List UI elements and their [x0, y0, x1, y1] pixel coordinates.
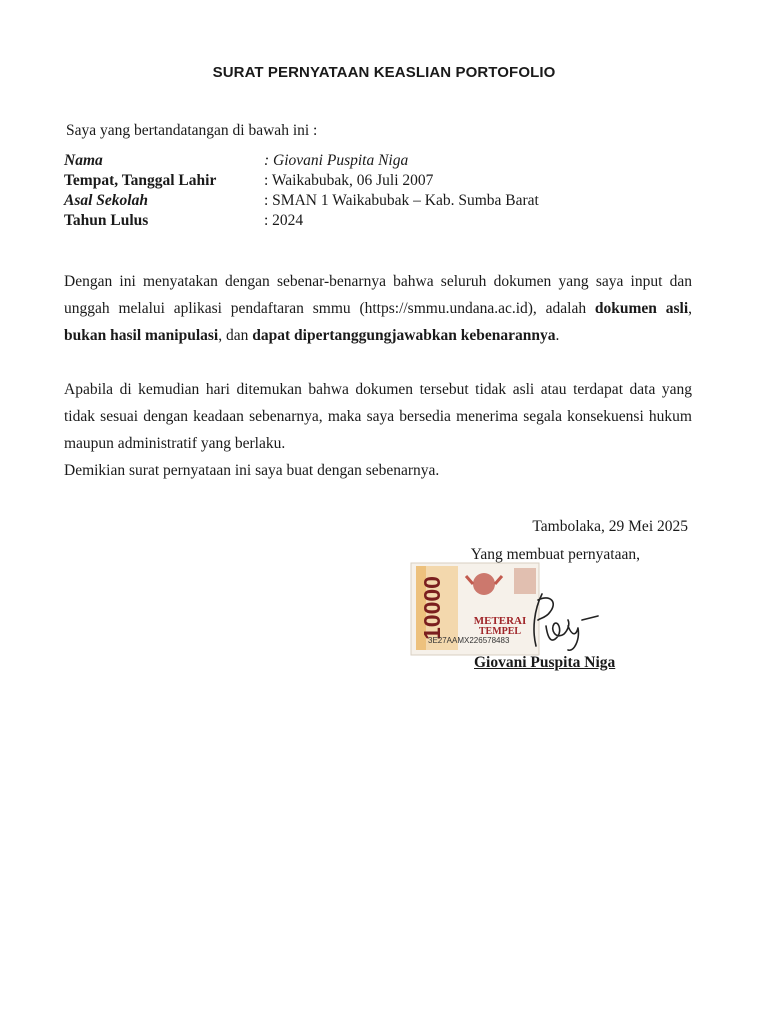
field-label-ttl: Tempat, Tanggal Lahir	[64, 172, 217, 189]
statement-bold-3: dapat dipertanggungjawabkan kebenarannya	[252, 327, 556, 344]
field-value-nama: : Giovani Puspita Niga	[264, 152, 409, 169]
field-label-nama: Nama	[64, 152, 103, 169]
field-row-lulus	[64, 211, 539, 231]
garuda-emblem-icon	[473, 573, 495, 595]
field-label-lulus: Tahun Lulus	[64, 212, 149, 229]
stamp-value: 10000	[419, 576, 445, 640]
stamp-label-tempel: TEMPEL	[478, 626, 522, 637]
statement-text-2: ,	[688, 300, 692, 317]
closing-paragraph: Demikian surat pernyataan ini saya buat dengan sebenarnya.	[64, 462, 440, 479]
handwritten-signature	[528, 590, 600, 656]
statement-text-1: Dengan ini menyatakan dengan sebenar-benarnya bahwa seluruh dokumen yang saya input dan unggah melalui aplikasi pendaftaran smmu (https://smmu.undana.ac.id), adalah	[64, 273, 692, 317]
place-date: Tambolaka, 29 Mei 2025	[532, 518, 688, 535]
field-row-ttl	[64, 171, 539, 191]
statement-text-4: .	[555, 327, 560, 344]
stamp-label-meterai: METERAI	[473, 615, 527, 627]
statement-text-3: , dan	[218, 327, 253, 344]
consequence-paragraph: Apabila di kemudian hari ditemukan bahwa dokumen tersebut tidak asli atau terdapat data yang tidak sesuai dengan keadaan sebenarnya, maka saya bersedia menerima segala konsekuensi hukum maupun administratif yang berlaku.	[64, 381, 692, 452]
field-value-lulus: : 2024	[264, 212, 304, 229]
signature-stroke	[534, 594, 598, 650]
intro-text: Saya yang bertandatangan di bawah ini :	[66, 122, 318, 139]
statement-paragraph	[64, 268, 692, 349]
statement-bold-1: dokumen asli	[594, 300, 689, 317]
identity-fields	[64, 151, 539, 231]
maker-label: Yang membuat pernyataan,	[470, 546, 640, 563]
field-row-nama	[64, 151, 539, 171]
field-label-sekolah: Asal Sekolah	[64, 192, 148, 209]
stamp-serial: 3E27AAMX226578483	[428, 636, 510, 645]
document-title: SURAT PERNYATAAN KEASLIAN PORTOFOLIO	[212, 64, 556, 81]
signer-name: Giovani Puspita Niga	[474, 654, 616, 671]
meterai-stamp	[410, 562, 540, 656]
field-value-sekolah: : SMAN 1 Waikabubak – Kab. Sumba Barat	[264, 192, 539, 209]
field-row-sekolah	[64, 191, 539, 211]
field-value-ttl: : Waikabubak, 06 Juli 2007	[264, 172, 434, 189]
statement-bold-2: bukan hasil manipulasi	[64, 327, 219, 344]
